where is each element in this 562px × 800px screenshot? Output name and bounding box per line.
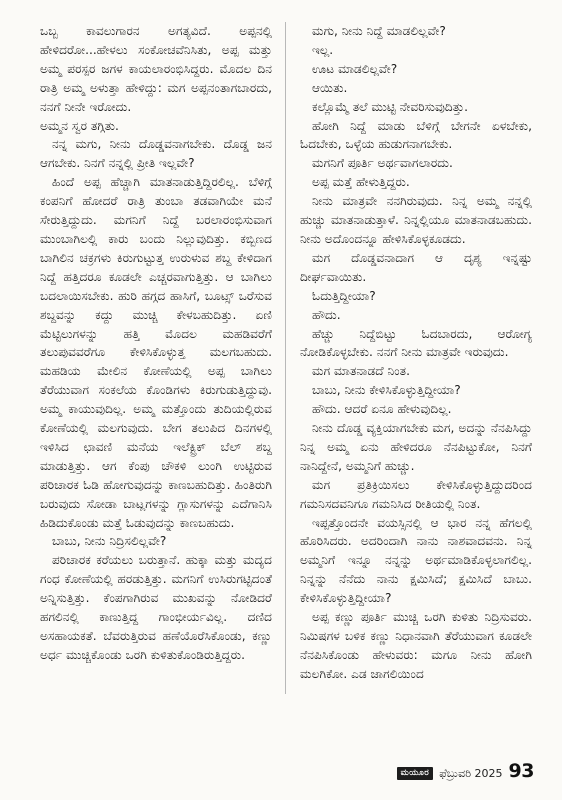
paragraph: ಮಗ ಪ್ರತಿಕ್ರಿಯಿಸಲು ಕೇಳಿಸಿಕೊಳ್ಳುತ್ತಿದ್ದುದರಿಂದ ಗಮನಿಸದವನಿಗೂ ಗಮನಿಸಿದ ರೀತಿಯಲ್ಲಿ ನಿಂತ. bbox=[300, 477, 532, 511]
column-divider bbox=[285, 22, 286, 694]
paragraph: ಕಲ್ಲೊಮ್ಮೆ ತಲೆ ಮುಟ್ಟಿ ನೇವರಿಸುವುದಿತ್ತು. bbox=[312, 99, 469, 114]
paragraph: ಹೌದು. ಆದರೆ ಏನೂ ಹೇಳುವುದಿಲ್ಲ. bbox=[312, 402, 452, 417]
magazine-logo: ಮಯೂರ bbox=[397, 767, 434, 780]
paragraph: ಅಮ್ಮನ ಸ್ವರ ತಗ್ಗಿತು. bbox=[40, 118, 119, 133]
left-column bbox=[40, 22, 272, 734]
page-number: 93 bbox=[508, 760, 534, 782]
paragraph: ಊಟ ಮಾಡಲಿಲ್ಲವೇ? bbox=[312, 61, 398, 76]
paragraph: ಒಬ್ಬ ಕಾವಲುಗಾರನ ಅಗತ್ಯವಿದೆ. ಅಪ್ಪನಲ್ಲಿ ಹೇಳಿದರೋ...ಹೇಳಲು ಸಂಕೋಚವೆನಿಸಿತು, ಅಪ್ಪ ಮತ್ತು ಅಮ್ಮ ಪರಸ್ಪರ ಜಗಳ ಕಾಯಲಾರಂಭಿಸಿದ್ದರು. ಮೊದಲ ದಿನ ರಾತ್ರಿ ಅಮ್ಮ ಅಳುತ್ತಾ ಹೇಳಿದ್ದು: ಮಗ ಅಪ್ಪನಂತಾಗಬಾರದು, ನನಗೆ ನೀನೇ ಇರೋದು. bbox=[40, 24, 272, 114]
paragraph: ನೀನು ದೊಡ್ಡ ವ್ಯಕ್ತಿಯಾಗಬೇಕು ಮಗ, ಅದನ್ನು ನೆನಪಿಸಿದ್ದು ನಿನ್ನ ಅಮ್ಮ ಏನು ಹೇಳಿದರೂ ನೆನಪಿಟ್ಟುಕೋ, ನಿನಗೆ ನಾನಿದ್ದೇನೆ, ಅಮ್ಮನಿಗೆ ಹುಚ್ಚು. bbox=[300, 421, 532, 473]
paragraph: ಬಾಬು, ನೀನು ನಿದ್ರಿಸಲಿಲ್ಲವೇ? bbox=[52, 534, 167, 549]
paragraph: ಅಪ್ಪ ಕಣ್ಣು ಪೂರ್ತಿ ಮುಚ್ಚಿ ಒರಗಿ ಕುಳಿತು ನಿದ್ರಿಸುವರು. ನಿಮಿಷಗಳ ಬಳಿಕ ಕಣ್ಣು ನಿಧಾನವಾಗಿ ತೆರೆಯುವಾಗ ಕೂಡಲೇ ನೆನಪಿಸಿಕೊಂಡು ಹೇಳುವರು: ಮಗೂ ನೀನು ಹೋಗಿ ಮಲಗಿಕೋ. ಎಡ ಜಾಗಲಿಯಿಂದ bbox=[300, 610, 532, 681]
paragraph: ಹಿಂದೆ ಅಪ್ಪ ಹೆಚ್ಚಾಗಿ ಮಾತನಾಡುತ್ತಿದ್ದಿರಲಿಲ್ಲ. ಬೆಳಿಗ್ಗೆ ಕಂಪನಿಗೆ ಹೋದರೆ ರಾತ್ರಿ ತುಂಬಾ ತಡವಾಗಿಯೇ ಮನೆ ಸೇರುತ್ತಿದ್ದುದು. ಮಗನಿಗೆ ನಿದ್ದೆ ಬರಲಾರಂಭಿಸುವಾಗ ಮುಂಬಾಗಿಲಲ್ಲಿ ಕಾರು ಬಂದು ನಿಲ್ಲುವುದಿತ್ತು. ಕಬ್ಬಿಣದ ಬಾಗಿಲಿನ ಚಕ್ರಗಳು ಕಿರುಗುಟ್ಟುತ್ತ ಉರುಳುವ ಶಬ್ದ ಕೇಳಿದಾಗ ನಿದ್ದೆ ಹತ್ತಿದರೂ ಕೂಡಲೇ ಎಚ್ಚರವಾಗುತ್ತಿತ್ತು. ಆ ಬಾಗಿಲು ಬದಲಾಯಿಸಬೇಕು. ಹುರಿ ಹಗ್ಗದ ಹಾಸಿಗೆ, ಬೂಟ್ಸ್ ಒರೆಸುವ ಶಬ್ದವನ್ನು ಕದ್ದು ಮುಚ್ಚಿ ಕೇಳಬಹುದಿತ್ತು. ಏಣಿ ಮೆಟ್ಟಿಲುಗಳನ್ನು ಹತ್ತಿ ಮೊದಲ ಮಹಡಿವರೆಗೆ ತಲುಪುವವರೆಗೂ ಕೇಳಿಸಿಕೊಳ್ಳುತ್ತ ಮಲಗಬಹುದು. ಮಹಡಿಯ ಮೇಲಿನ ಕೋಣೆಯಲ್ಲಿ ಅಪ್ಪ ಬಾಗಿಲು ತೆರೆಯುವಾಗ ಸಂಕಲೆಯ ಕೊಂಡಿಗಳು ಕಿರುಗುಡುತ್ತಿದ್ದುವು. ಅಮ್ಮ ಕಾಯುವುದಿಲ್ಲ. ಅಮ್ಮ ಮತ್ತೊಂದು ತುದಿಯಲ್ಲಿರುವ ಕೋಣೆಯಲ್ಲಿ ಮಲಗುವುದು. ಬೇಗ ತಲುಪಿದ ದಿನಗಳಲ್ಲಿ ಇಳಿಸಿದ ಛಾವಣಿ ಮನೆಯ ಇಲೆಕ್ಟ್ರಿಕ್ ಬೆಲ್ ಶಬ್ದ ಮಾಡುತ್ತಿತ್ತು. ಆಗ ಕೆಂಪು ಚೌಕಳಿ ಲುಂಗಿ ಉಟ್ಟಿರುವ ಪರಿಚಾರಕ ಓಡಿ ಹೋಗುವುದನ್ನು ಕಾಣಬಹುದಿತ್ತು. ಹಿಂತಿರುಗಿ ಬರುವುದು ಸೋಡಾ ಬಾಟ್ಲಗಳನ್ನು ಗ್ಲಾಸುಗಳನ್ನು ಎದೆಗಾನಿಸಿ ಹಿಡಿದುಕೊಂಡು ಮತ್ತೆ ಓಡುವುದನ್ನು ಕಾಣಬಹುದು. bbox=[40, 175, 272, 530]
paragraph: ಅಪ್ಪ ಮತ್ತೆ ಹೇಳುತ್ತಿದ್ದರು. bbox=[312, 175, 410, 190]
paragraph: ಹೌದು. bbox=[312, 307, 341, 322]
paragraph: ಪರಿಚಾರಕ ಕರೆಯಲು ಬರುತ್ತಾನೆ. ಹುಕ್ಕಾ ಮತ್ತು ಮದ್ಯದ ಗಂಧ ಕೋಣೆಯಲ್ಲಿ ಹರಡುತ್ತಿತ್ತು. ಮಗನಿಗೆ ಉಸಿರುಗಟ್ಟಿದಂತೆ ಅನ್ನಿಸುತ್ತಿತ್ತು. ಕೆಂಪಗಾಗಿರುವ ಮುಖವನ್ನು ನೋಡಿದರೆ ಹಗಲಿನಲ್ಲಿ ಕಾಣುತ್ತಿದ್ದ ಗಾಂಭೀರ್ಯವಿಲ್ಲ. ದಣಿದ ಅಸಹಾಯಕತೆ. ಬೆವರುತ್ತಿರುವ ಹಣೆಯೊರೆಸಿಕೊಂಡು, ಕಣ್ಣು ಅರ್ಧ ಮುಚ್ಚಿಕೊಂಡು ಒರಗಿ ಕುಳಿತುಕೊಂಡಿರುತ್ತಿದ್ದರು. bbox=[40, 553, 272, 662]
paragraph: ಹೆಚ್ಚು ನಿದ್ದೆಬಿಟ್ಟು ಓದಬಾರದು, ಆರೋಗ್ಯ ನೋಡಿಕೊಳ್ಳಬೇಕು. ನನಗೆ ನೀನು ಮಾತ್ರವೇ ಇರುವುದು. bbox=[300, 326, 532, 360]
paragraph: ಇಪ್ಪತ್ತೊಂದನೇ ವಯಸ್ಸಿನಲ್ಲಿ ಆ ಭಾರ ನನ್ನ ಹೆಗಲಲ್ಲಿ ಹೊರಿಸಿದರು. ಅದರಿಂದಾಗಿ ನಾನು ನಾಶವಾದವನು. ನಿನ್ನ ಅಮ್ಮನಿಗೆ ಇನ್ನೂ ನನ್ನನ್ನು ಅರ್ಥಮಾಡಿಕೊಳ್ಳಲಾಗಲಿಲ್ಲ. ನಿನ್ನನ್ನು ನೆನೆದು ನಾನು ಕ್ಷಮಿಸಿದೆ; ಕ್ಷಮಿಸಿದೆ ಬಾಬು. ಕೇಳಿಸಿಕೊಳ್ಳುತ್ತಿದ್ದೀಯಾ? bbox=[300, 515, 532, 606]
paragraph: ಬಾಬು, ನೀನು ಕೇಳಿಸಿಕೊಳ್ಳುತ್ತಿದ್ದೀಯಾ? bbox=[312, 383, 461, 398]
right-column bbox=[300, 22, 532, 681]
paragraph: ಓದುತ್ತಿದ್ದೀಯಾ? bbox=[312, 288, 376, 303]
paragraph: ನನ್ನ ಮಗು, ನೀನು ದೊಡ್ಡವನಾಗಬೇಕು. ದೊಡ್ಡ ಜನ ಆಗಬೇಕು. ನಿನಗೆ ನನ್ನಲ್ಲಿ ಪ್ರೀತಿ ಇಲ್ಲವೇ? bbox=[40, 137, 272, 171]
paragraph: ಮಗನಿಗೆ ಪೂರ್ತಿ ಅರ್ಥವಾಗಲಾರದು. bbox=[312, 156, 453, 171]
paragraph: ಮಗ ದೊಡ್ಡವನಾದಾಗ ಆ ದೃಶ್ಯ ಇನ್ನಷ್ಟು ದೀರ್ಘವಾಯಿತು. bbox=[300, 250, 532, 284]
page-footer bbox=[397, 760, 534, 786]
paragraph: ನೀನು ಮಾತ್ರವೇ ನನಗಿರುವುದು. ನಿನ್ನ ಅಮ್ಮ ನನ್ನಲ್ಲಿ ಹುಚ್ಚು ಮಾತನಾಡುತ್ತಾಳೆ. ನಿನ್ನಲ್ಲಿಯೂ ಮಾತನಾಡಬಹುದು. ನೀನು ಅದೊಂದನ್ನೂ ಹೇಳಿಸಿಕೊಳ್ಳಕೂಡದು. bbox=[300, 194, 532, 246]
paragraph: ಮಗ ಮಾತನಾಡದೆ ನಿಂತ. bbox=[312, 364, 410, 379]
issue-date: ಫೆಬ್ರುವರಿ 2025 bbox=[439, 767, 503, 780]
paragraph: ಆಯಿತು. bbox=[312, 80, 348, 95]
paragraph: ಇಲ್ಲ. bbox=[312, 42, 334, 57]
paragraph: ಮಗು, ನೀನು ನಿದ್ದೆ ಮಾಡಲಿಲ್ಲವೇ? bbox=[312, 24, 446, 38]
paragraph: ಹೋಗಿ ನಿದ್ದೆ ಮಾಡು ಬೆಳಿಗ್ಗೆ ಬೇಗನೇ ಏಳಬೇಕು, ಓದಬೇಕು, ಒಳ್ಳೆಯ ಹುಡುಗನಾಗಬೇಕು. bbox=[300, 118, 532, 152]
